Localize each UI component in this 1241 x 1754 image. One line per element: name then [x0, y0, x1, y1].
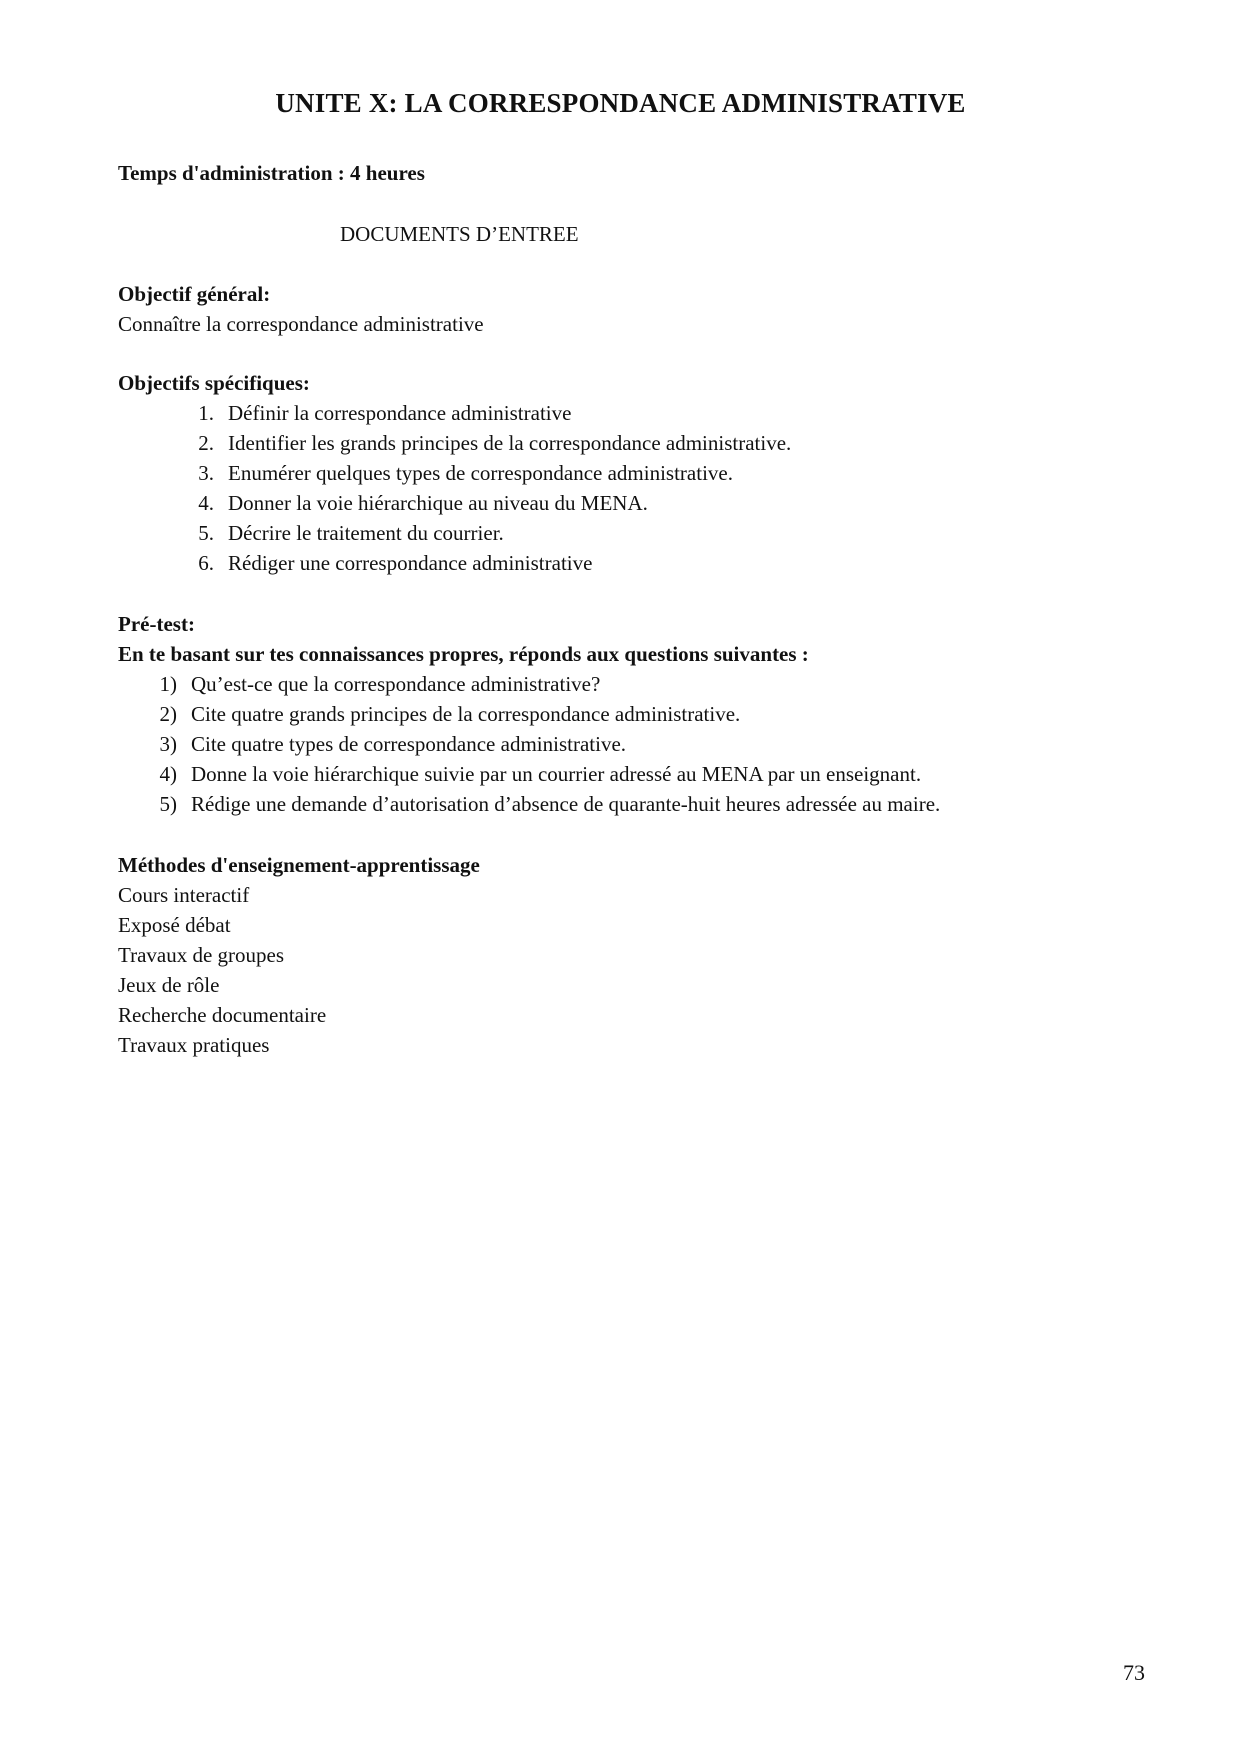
documents-heading: DOCUMENTS D’ENTREE [340, 222, 579, 246]
list-item-text: Identifier les grands principes de la correspondance administrative. [228, 431, 792, 455]
list-item-number: 2) [159, 702, 177, 726]
list-item [118, 729, 940, 759]
list-item-number: 2. [198, 431, 214, 455]
methods-section [118, 850, 480, 1060]
list-item-number: 5) [159, 792, 177, 816]
list-item [118, 488, 791, 518]
list-item-number: 3. [198, 461, 214, 485]
page-number: 73 [1123, 1660, 1145, 1685]
list-item: Recherche documentaire [118, 1003, 327, 1027]
methods-label: Méthodes d'enseignement-apprentissage [118, 853, 480, 877]
list-item [118, 789, 940, 819]
pretest-label: Pré-test: [118, 612, 195, 636]
general-objective-text: Connaître la correspondance administrative [118, 312, 484, 336]
list-item [118, 428, 791, 458]
list-item [118, 759, 940, 789]
list-item: Travaux de groupes [118, 943, 285, 967]
list-item: Jeux de rôle [118, 973, 220, 997]
list-item-number: 1) [159, 672, 177, 696]
list-item-number: 5. [198, 521, 214, 545]
list-item-text: Définir la correspondance administrative [228, 401, 572, 425]
list-item-number: 4) [159, 762, 177, 786]
list-item-text: Donner la voie hiérarchique au niveau du MENA. [228, 491, 648, 515]
general-objective-label: Objectif général: [118, 282, 271, 306]
list-item-text: Qu’est-ce que la correspondance administrative? [191, 672, 601, 696]
specific-objectives-list [118, 398, 791, 578]
list-item-number: 4. [198, 491, 214, 515]
list-item [118, 548, 791, 578]
list-item-number: 6. [198, 551, 214, 575]
general-objective-section [118, 279, 484, 339]
list-item-text: Donne la voie hiérarchique suivie par un courrier adressé au MENA par un enseignant. [191, 762, 922, 786]
specific-objectives-section [118, 368, 791, 578]
specific-objectives-label: Objectifs spécifiques: [118, 371, 310, 395]
list-item-number: 3) [159, 732, 177, 756]
list-item [118, 669, 940, 699]
list-item [118, 518, 791, 548]
list-item-number: 1. [198, 401, 214, 425]
pretest-instruction: En te basant sur tes connaissances propres, réponds aux questions suivantes : [118, 642, 809, 666]
list-item-text: Enumérer quelques types de correspondance administrative. [228, 461, 733, 485]
pretest-section [118, 609, 940, 819]
list-item: Travaux pratiques [118, 1033, 270, 1057]
list-item [118, 458, 791, 488]
list-item-text: Cite quatre types de correspondance administrative. [191, 732, 627, 756]
list-item-text: Décrire le traitement du courrier. [228, 521, 504, 545]
administration-time: Temps d'administration : 4 heures [118, 161, 425, 185]
list-item-text: Rédiger une correspondance administrative [228, 551, 593, 575]
list-item: Exposé débat [118, 913, 231, 937]
list-item-text: Cite quatre grands principes de la correspondance administrative. [191, 702, 741, 726]
list-item [118, 398, 791, 428]
pretest-questions-list [118, 669, 940, 819]
methods-list [118, 880, 480, 1060]
list-item [118, 699, 940, 729]
list-item: Cours interactif [118, 883, 250, 907]
page-title: UNITE X: LA CORRESPONDANCE ADMINISTRATIVE [275, 88, 966, 118]
list-item-text: Rédige une demande d’autorisation d’absence de quarante-huit heures adressée au maire. [191, 792, 941, 816]
